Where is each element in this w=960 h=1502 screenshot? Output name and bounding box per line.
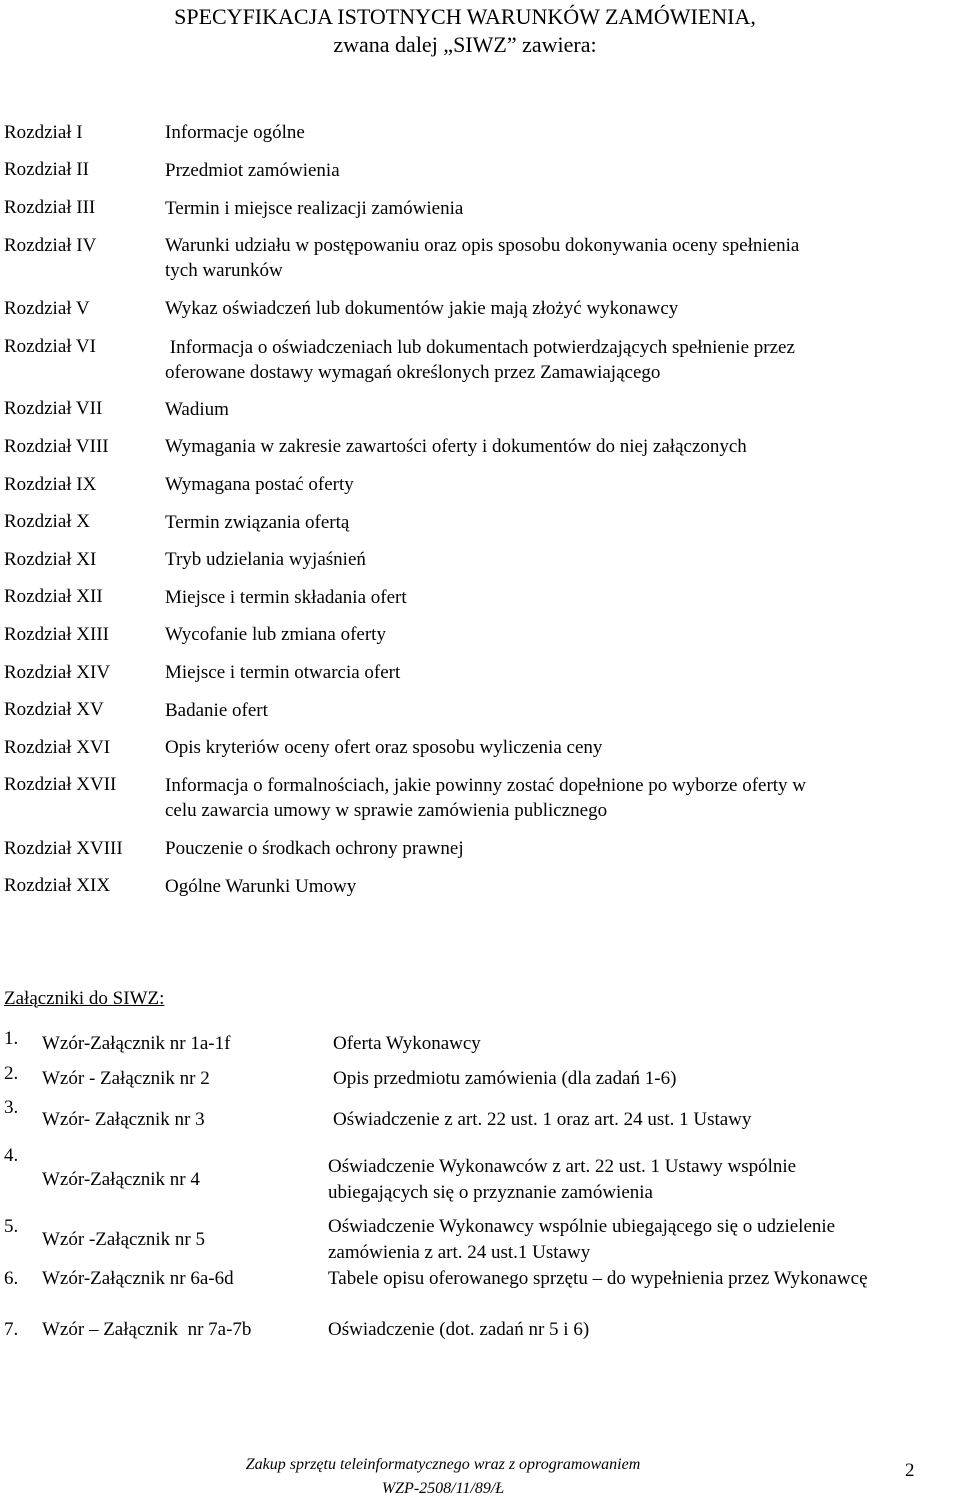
chapter-desc: Termin związania ofertą [165,512,350,533]
chapter-label: Rozdział XVII [4,774,117,795]
attachment-name: Wzór - Załącznik nr 2 [42,1068,210,1089]
chapter-label: Rozdział XIV [4,662,111,683]
chapter-label: Rozdział XIX [4,875,111,896]
chapter-desc: Ogólne Warunki Umowy [165,876,357,897]
chapter-desc-cont: celu zawarcia umowy w sprawie zamówienia publicznego [165,800,608,821]
chapter-desc: Wadium [165,399,229,420]
chapter-desc: Miejsce i termin składania ofert [165,587,407,608]
attachment-number: 7. [4,1319,19,1340]
footer-title: Zakup sprzętu teleinformatycznego wraz z oprogramowaniem [245,1456,641,1473]
chapter-label: Rozdział XII [4,586,103,607]
chapter-desc-cont: oferowane dostawy wymagań określonych przez Zamawiającego [165,362,661,383]
attachment-name: Wzór-Załącznik nr 4 [42,1169,200,1190]
chapter-desc: Miejsce i termin otwarcia ofert [165,662,401,683]
attachment-number: 1. [4,1028,19,1049]
chapter-label: Rozdział XVI [4,737,111,758]
attachment-desc: Opis przedmiotu zamówienia (dla zadań 1-6) [333,1068,677,1089]
chapter-label: Rozdział XI [4,549,97,570]
attachment-name: Wzór- Załącznik nr 3 [42,1109,205,1130]
chapter-desc: Tryb udzielania wyjaśnień [165,549,366,570]
chapter-label: Rozdział III [4,197,96,218]
chapter-desc: Informacje ogólne [165,122,305,143]
chapter-label: Rozdział IV [4,235,97,256]
chapter-label: Rozdział II [4,159,89,180]
chapter-desc: Informacja o formalnościach, jakie powinny zostać dopełnione po wyborze oferty w [165,775,807,796]
attachment-desc: Oświadczenie Wykonawców z art. 22 ust. 1 Ustawy wspólnie [328,1156,797,1177]
chapter-label: Rozdział I [4,122,83,143]
chapter-desc: Wymagania w zakresie zawartości oferty i dokumentów do niej załączonych [165,436,747,457]
chapter-label: Rozdział V [4,298,90,319]
chapter-label: Rozdział XVIII [4,838,123,859]
chapter-desc: Wycofanie lub zmiana oferty [165,624,386,645]
chapter-desc: Informacja o oświadczeniach lub dokumentach potwierdzających spełnienie przez [165,337,795,358]
attachment-name: Wzór-Załącznik nr 6a-6d [42,1268,234,1289]
chapter-label: Rozdział VIII [4,436,109,457]
chapter-label: Rozdział XIII [4,624,109,645]
attachment-desc-cont: zamówienia z art. 24 ust.1 Ustawy [328,1242,591,1263]
attachment-desc: Oferta Wykonawcy [333,1033,481,1054]
attachment-number: 2. [4,1063,19,1084]
attachment-desc: Oświadczenie (dot. zadań nr 5 i 6) [328,1319,590,1340]
attachment-desc: Oświadczenie z art. 22 ust. 1 oraz art. 24 ust. 1 Ustawy [333,1109,752,1130]
attachment-desc-cont: ubiegających się o przyznanie zamówienia [328,1182,653,1203]
attachments-heading: Załączniki do SIWZ: [4,988,165,1009]
chapter-desc: Przedmiot zamówienia [165,160,340,181]
attachment-number: 3. [4,1097,19,1118]
chapter-desc: Termin i miejsce realizacji zamówienia [165,198,464,219]
chapter-desc: Opis kryteriów oceny ofert oraz sposobu wyliczenia ceny [165,737,603,758]
chapter-desc: Wykaz oświadczeń lub dokumentów jakie mają złożyć wykonawcy [165,298,679,319]
page-number: 2 [905,1460,915,1481]
attachment-desc: Tabele opisu oferowanego sprzętu – do wypełnienia przez Wykonawcę [328,1268,868,1289]
attachment-number: 5. [4,1216,19,1237]
footer-reference: WZP-2508/11/89/Ł [381,1480,505,1497]
document-subtitle: zwana dalej „SIWZ” zawiera: [333,32,597,57]
chapter-label: Rozdział X [4,511,91,532]
chapter-label: Rozdział VII [4,398,103,419]
attachment-desc: Oświadczenie Wykonawcy wspólnie ubiegającego się o udzielenie [328,1216,836,1237]
chapter-label: Rozdział IX [4,474,97,495]
chapter-desc-cont: tych warunków [165,260,283,281]
chapter-desc: Badanie ofert [165,700,268,721]
chapter-desc: Warunki udziału w postępowaniu oraz opis sposobu dokonywania oceny spełnienia [165,235,800,256]
attachment-name: Wzór -Załącznik nr 5 [42,1229,205,1250]
attachment-number: 6. [4,1268,19,1289]
attachment-name: Wzór – Załącznik nr 7a-7b [42,1319,252,1340]
attachment-number: 4. [4,1145,19,1166]
chapter-desc: Wymagana postać oferty [165,474,354,495]
chapter-label: Rozdział VI [4,336,96,357]
document-title: SPECYFIKACJA ISTOTNYCH WARUNKÓW ZAMÓWIENIA, [174,4,756,29]
attachment-name: Wzór-Załącznik nr 1a-1f [42,1033,231,1054]
chapter-label: Rozdział XV [4,699,104,720]
chapter-desc: Pouczenie o środkach ochrony prawnej [165,838,464,859]
